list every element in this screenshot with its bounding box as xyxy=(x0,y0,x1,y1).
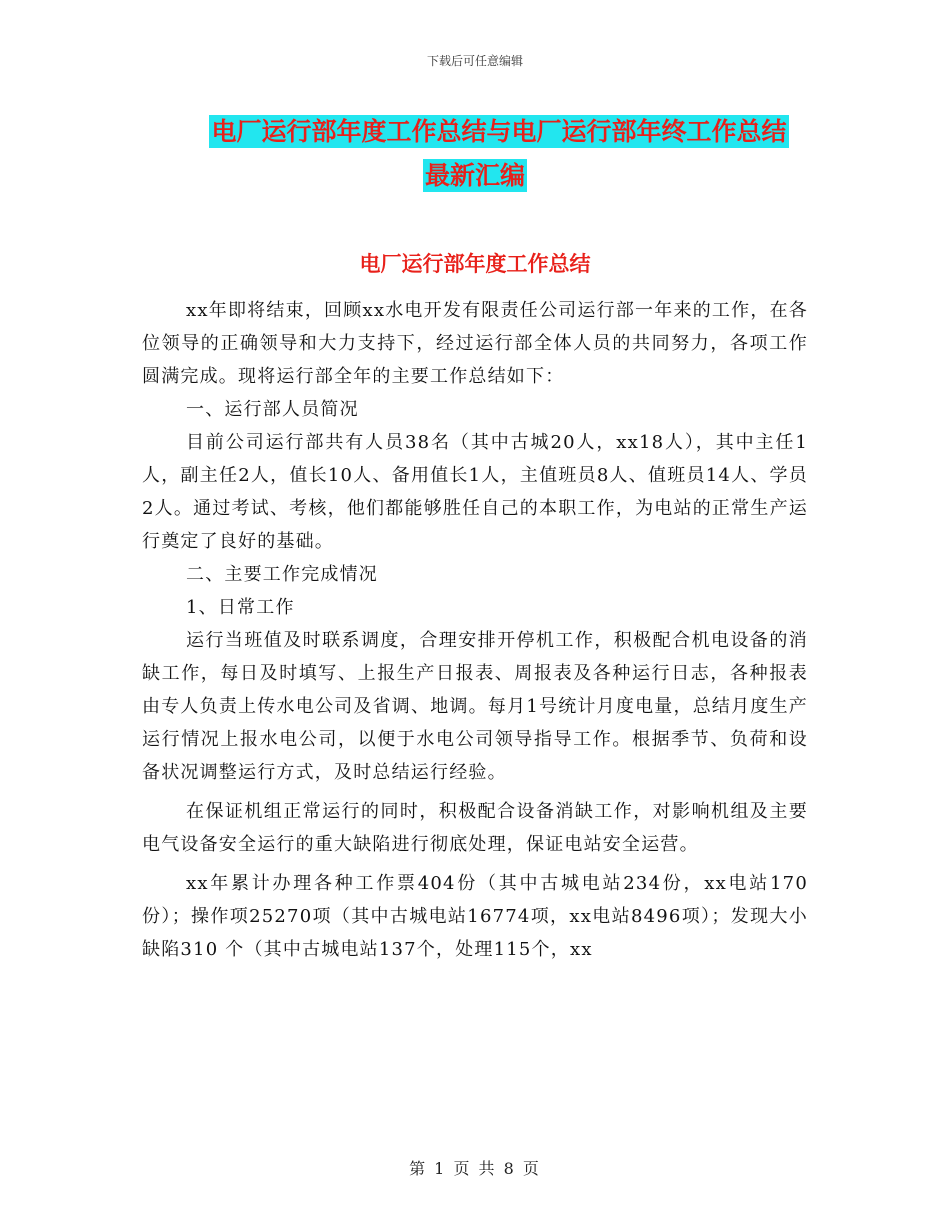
title-line-2-text: 最新汇编 xyxy=(424,161,525,190)
title-line-1 xyxy=(0,110,950,154)
section-title: 电厂运行部年度工作总结 xyxy=(359,252,591,276)
title-line-2 xyxy=(0,154,950,198)
title-line-1-text: 电厂运行部年度工作总结与电厂运行部年终工作总结 xyxy=(211,117,787,146)
document-title xyxy=(0,110,950,198)
body-text xyxy=(142,294,808,966)
paragraph-heading: 二、主要工作完成情况 xyxy=(186,564,378,585)
header-note: 下载后可任意编辑 xyxy=(426,54,523,68)
paragraph: 目前公司运行部共有人员38名（其中古城20人，xx18人），其中主任1人，副主任2人，值长10人、备用值长1人，主值班员8人、值班员14人、学员2人。通过考试、考核，他们都能够胜任自己的本职工作，为电站的正常生产运行奠定了良好的基础。 xyxy=(142,432,808,552)
paragraph: 在保证机组正常运行的同时，积极配合设备消缺工作，对影响机组及主要电气设备安全运行的重大缺陷进行彻底处理，保证电站安全运营。 xyxy=(142,801,808,855)
paragraph-heading: 一、运行部人员简况 xyxy=(186,399,359,420)
page-footer: 第 1 页 共 8 页 xyxy=(409,1159,541,1178)
paragraph-heading: 1、日常工作 xyxy=(186,597,295,618)
paragraph: 运行当班值及时联系调度，合理安排开停机工作，积极配合机电设备的消缺工作，每日及时填写、上报生产日报表、周报表及各种运行日志，各种报表由专人负责上传水电公司及省调、地调。每月1号统计月度电量，总结月度生产运行情况上报水电公司，以便于水电公司领导指导工作。根据季节、负荷和设备状况调整运行方式，及时总结运行经验。 xyxy=(142,630,808,783)
paragraph: xx年累计办理各种工作票404份（其中古城电站234份，xx电站170份）；操作项25270项（其中古城电站16774项，xx电站8496项）；发现大小缺陷310 个（其中古城电站137个，处理115个，xx xyxy=(142,873,808,960)
paragraph: xx年即将结束，回顾xx水电开发有限责任公司运行部一年来的工作，在各位领导的正确领导和大力支持下，经过运行部全体人员的共同努力，各项工作圆满完成。现将运行部全年的主要工作总结如下： xyxy=(142,300,808,387)
